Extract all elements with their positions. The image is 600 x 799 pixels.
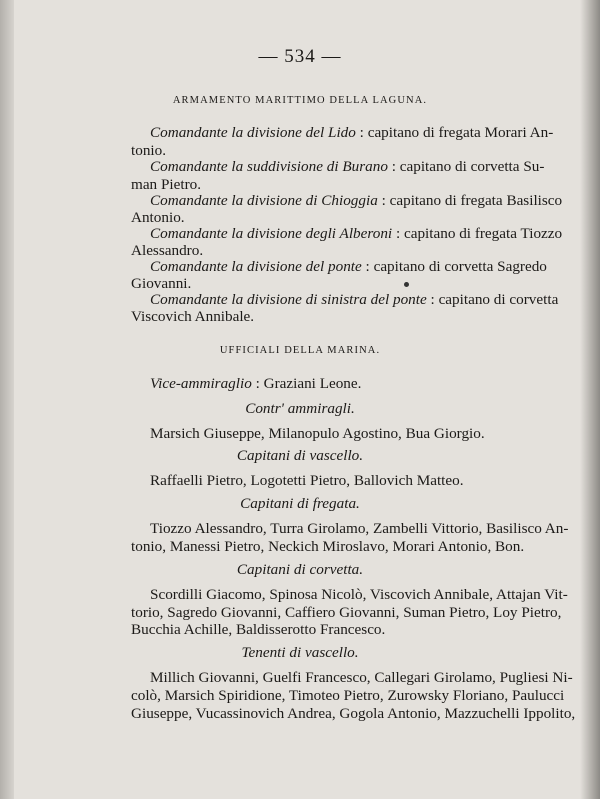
entry-5-first-line: Comandante la divisione del ponte : capitano di corvetta Sagredo	[150, 258, 547, 275]
group-line: Giuseppe, Vucassinovich Andrea, Gogola Antonio, Mazzuchelli Ippolito,	[131, 705, 576, 722]
entry-3-role: Comandante la divisione di Chioggia	[150, 192, 378, 209]
entry-3-first-line: Comandante la divisione di Chioggia : capitano di fregata Basilisco	[150, 192, 563, 209]
entry-1-text: capitano di fregata Morari An-	[367, 124, 554, 141]
entry-4-first-line: Comandante la divisione degli Alberoni : capitano di fregata Tiozzo	[150, 225, 563, 242]
entry-4-text: capitano di fregata Tiozzo	[403, 225, 563, 242]
entry-5-text: capitano di corvetta Sagredo	[373, 258, 547, 275]
entry-1-first-line: Comandante la divisione del Lido : capitano di fregata Morari An-	[150, 124, 554, 141]
entry-2-second-line: man Pietro.	[131, 176, 202, 193]
group-line: colò, Marsich Spiridione, Timoteo Pietro, Zurowsky Floriano, Paulucci	[131, 687, 565, 704]
group-line: Scordilli Giacomo, Spinosa Nicolò, Viscovich Annibale, Attajan Vit-	[150, 586, 568, 603]
group-title-contr-ammiragli: Contr' ammiragli.	[245, 400, 355, 417]
entry-4-second-line: Alessandro.	[131, 242, 204, 259]
entry-6-text: capitano di corvetta	[438, 291, 559, 308]
group-title-capitani-di-fregata: Capitani di fregata.	[240, 495, 360, 512]
group-line: Bucchia Achille, Baldisserotto Francesco.	[131, 621, 386, 638]
group-title-capitani-di-corvetta: Capitani di corvetta.	[236, 561, 364, 578]
vice-ammiraglio-line	[150, 375, 361, 393]
group-line: tonio, Manessi Pietro, Neckich Miroslavo, Morari Antonio, Bon.	[131, 538, 525, 555]
entry-1-role: Comandante la divisione del Lido	[150, 124, 356, 141]
entry-2-text: capitano di corvetta Su-	[399, 158, 545, 175]
page-number: — 534 —	[258, 46, 342, 67]
section-heading-armamento: ARMAMENTO MARITTIMO DELLA LAGUNA.	[172, 95, 428, 106]
section-heading-ufficiali: UFFICIALI DELLA MARINA.	[219, 345, 381, 356]
group-title-tenenti-di-vascello: Tenenti di vascello.	[241, 644, 359, 661]
entry-4-role: Comandante la divisione degli Alberoni	[150, 225, 393, 242]
group-line: Raffaelli Pietro, Logotetti Pietro, Ballovich Matteo.	[150, 472, 464, 489]
entry-2-first-line: Comandante la suddivisione di Burano : capitano di corvetta Su-	[150, 158, 545, 175]
entry-5-role: Comandante la divisione del ponte	[150, 258, 362, 275]
entry-2-role: Comandante la suddivisione di Burano	[150, 158, 388, 175]
vice-ammiraglio-name: : Graziani Leone.	[251, 375, 362, 392]
group-line: Millich Giovanni, Guelfi Francesco, Callegari Girolamo, Pugliesi Ni-	[150, 669, 573, 686]
entry-6-second-line: Viscovich Annibale.	[131, 308, 255, 325]
group-title-capitani-di-vascello: Capitani di vascello.	[236, 447, 364, 464]
entry-6-role: Comandante la divisione di sinistra del ponte	[150, 291, 427, 308]
entry-1-second-line: tonio.	[131, 142, 167, 159]
group-line: Tiozzo Alessandro, Turra Girolamo, Zambelli Vittorio, Basilisco An-	[150, 520, 569, 537]
entry-5-second-line: Giovanni.	[131, 275, 192, 292]
entry-3-text: capitano di fregata Basilisco	[389, 192, 563, 209]
group-line: torio, Sagredo Giovanni, Caffiero Giovanni, Suman Pietro, Loy Pietro,	[131, 604, 562, 621]
entry-6-first-line: Comandante la divisione di sinistra del ponte : capitano di corvetta	[150, 291, 559, 308]
ink-spot	[404, 282, 409, 287]
vice-ammiraglio-role: Vice-ammiraglio	[150, 375, 252, 392]
group-line: Marsich Giuseppe, Milanopulo Agostino, Bua Giorgio.	[150, 425, 485, 442]
entry-3-second-line: Antonio.	[131, 209, 185, 226]
